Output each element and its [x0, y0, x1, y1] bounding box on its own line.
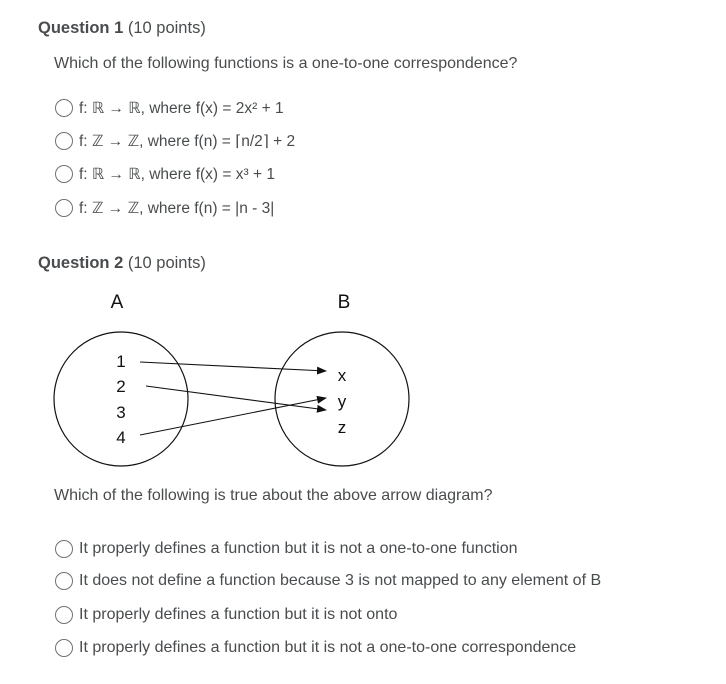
mapping-arrow-2-to-y [146, 386, 326, 410]
question-1-number: Question 1 [38, 19, 124, 37]
radio-button[interactable] [55, 132, 73, 150]
set-a-element: 1 [116, 352, 126, 371]
question-2-option-3[interactable] [55, 604, 397, 626]
option-label: It properly defines a function but it is not a one-to-one correspondence [79, 639, 577, 656]
question-1-option-3[interactable] [55, 163, 275, 185]
question-1-option-2[interactable] [55, 130, 295, 152]
radio-button[interactable] [55, 606, 73, 624]
option-label: f: ℝ → ℝ, where f(x) = 2x² + 1 [79, 99, 284, 117]
question-2-points: (10 points) [127, 254, 206, 272]
option-label: It properly defines a function but it is not onto [79, 606, 398, 623]
radio-button[interactable] [55, 572, 73, 590]
mapping-arrow-4-to-y [140, 398, 326, 435]
question-1-points: (10 points) [127, 19, 206, 37]
option-label: It does not define a function because 3 is not mapped to any element of B [79, 572, 602, 589]
question-1-prompt: Which of the following functions is a one-to-one correspondence? [54, 55, 518, 72]
question-1-title [38, 19, 206, 38]
question-2-option-4[interactable] [55, 637, 576, 659]
option-label: f: ℤ → ℤ, where f(n) = ⌈n/2⌉ + 2 [79, 132, 296, 150]
set-b-element: z [337, 418, 347, 437]
option-label: f: ℤ → ℤ, where f(n) = |n - 3| [79, 199, 275, 217]
radio-button[interactable] [55, 540, 73, 558]
question-2-option-1[interactable] [55, 538, 518, 560]
question-2-number: Question 2 [38, 254, 124, 272]
question-1-option-4[interactable] [55, 197, 274, 219]
radio-button[interactable] [55, 199, 73, 217]
set-a-element: 3 [116, 403, 126, 422]
set-a-element: 4 [116, 428, 126, 447]
question-2-prompt: Which of the following is true about the above arrow diagram? [54, 487, 493, 504]
set-a-label: A [110, 292, 124, 313]
option-label: f: ℝ → ℝ, where f(x) = x³ + 1 [79, 165, 275, 183]
radio-button[interactable] [55, 165, 73, 183]
question-2-title [38, 254, 206, 273]
radio-button[interactable] [55, 99, 73, 117]
set-b-element: x [337, 366, 347, 385]
arrow-diagram [0, 280, 460, 480]
option-label: It properly defines a function but it is not a one-to-one function [79, 540, 518, 557]
set-b-element: y [337, 392, 347, 411]
mapping-arrow-1-to-x [140, 362, 326, 371]
radio-button[interactable] [55, 639, 73, 657]
question-1-option-1[interactable] [55, 97, 284, 119]
set-b-label: B [337, 292, 351, 313]
question-2-option-2[interactable] [55, 570, 601, 592]
set-a-element: 2 [116, 377, 126, 396]
